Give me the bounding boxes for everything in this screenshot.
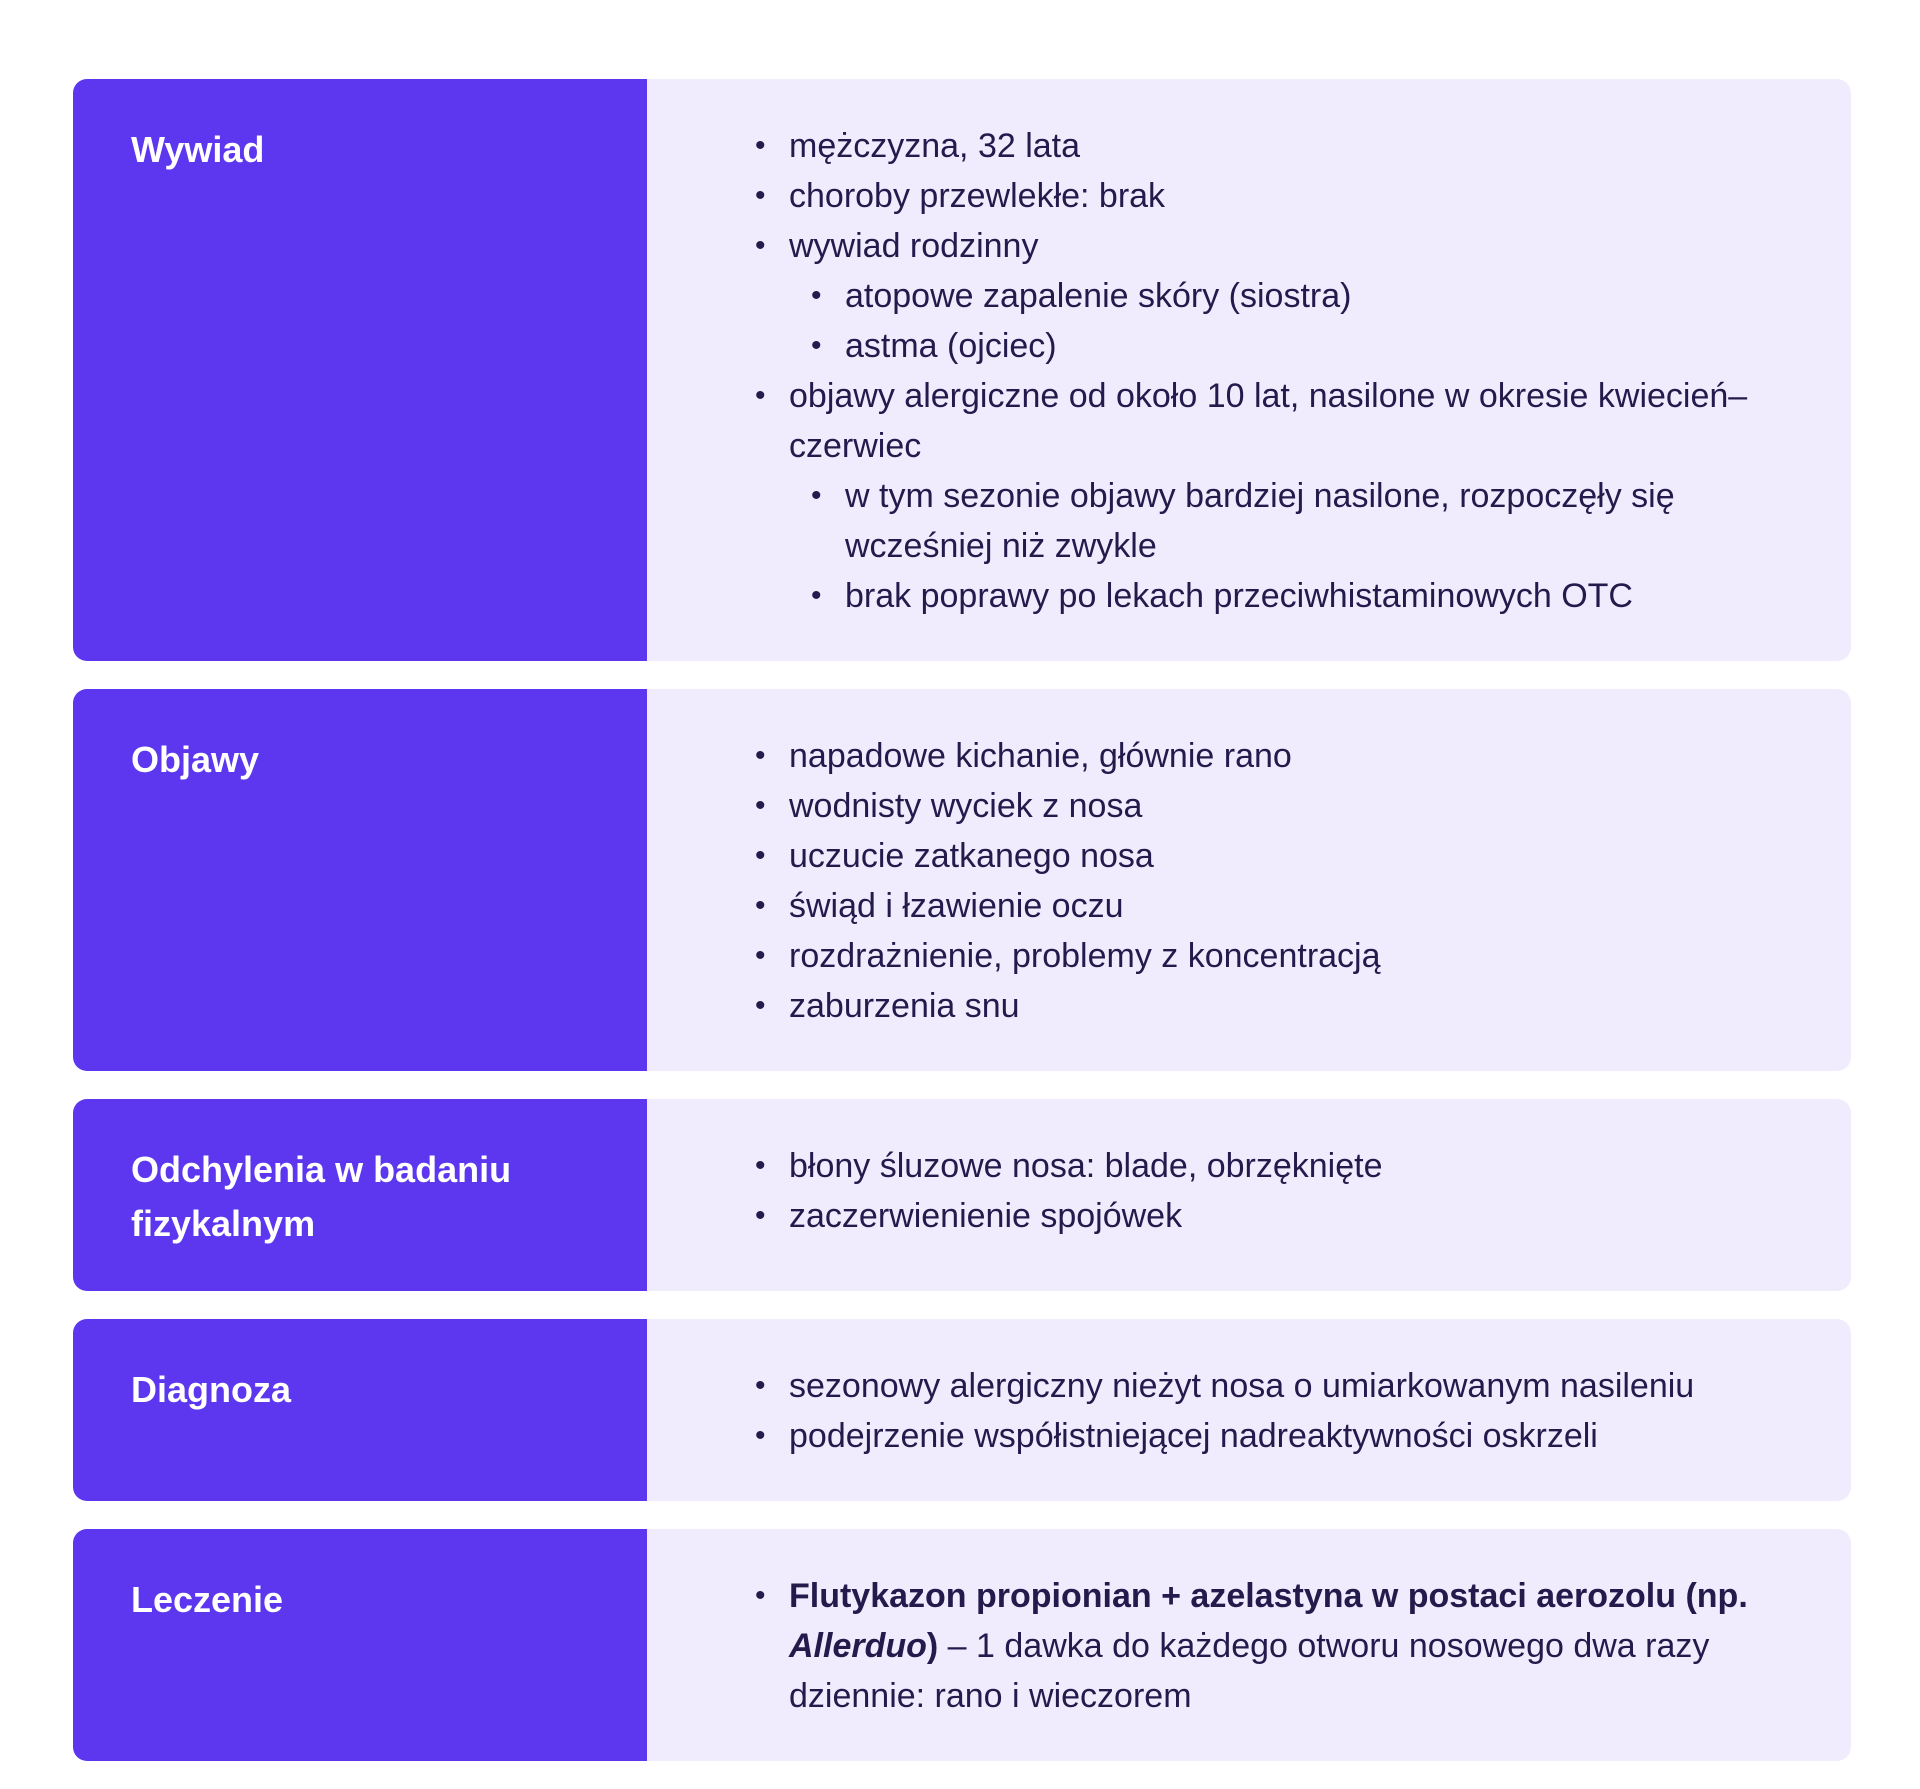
list-item xyxy=(755,1571,1791,1721)
list-item-text: wywiad rodzinny xyxy=(789,227,1039,265)
list-item: • podejrzenie współistniejącej nadreaktywności oskrzeli xyxy=(755,1411,1791,1461)
list-item: • napadowe kichanie, głównie rano xyxy=(755,731,1791,781)
list-item: • rozdrażnienie, problemy z koncentracją xyxy=(755,931,1791,981)
section-content xyxy=(647,79,1851,661)
list-item: • uczucie zatkanego nosa xyxy=(755,831,1791,881)
section-label: Objawy xyxy=(73,689,647,1071)
drug-name-close: ) xyxy=(926,1627,939,1665)
section-diagnoza xyxy=(73,1319,1851,1501)
list-item: • choroby przewlekłe: brak xyxy=(755,171,1791,221)
sub-list-item: • astma (ojciec) xyxy=(811,321,1791,371)
sub-list-item: • atopowe zapalenie skóry (siostra) xyxy=(811,271,1791,321)
sub-list-item: • brak poprawy po lekach przeciwhistaminowych OTC xyxy=(811,571,1791,621)
section-label: Odchylenia w badaniu fizykalnym xyxy=(73,1099,647,1291)
section-wywiad xyxy=(73,79,1851,661)
case-summary-table xyxy=(73,79,1851,1789)
section-odchylenia xyxy=(73,1099,1851,1291)
dosage-text: – 1 dawka do każdego otworu nosowego dwa razy dziennie: rano i wieczorem xyxy=(789,1627,1710,1715)
list-item: • błony śluzowe nosa: blade, obrzęknięte xyxy=(755,1141,1791,1191)
drug-name: Flutykazon propionian + azelastyna w postaci aerozolu (np. xyxy=(789,1577,1748,1615)
section-label: Leczenie xyxy=(73,1529,647,1761)
list-item: • zaczerwienienie spojówek xyxy=(755,1191,1791,1241)
list-item: • zaburzenia snu xyxy=(755,981,1791,1031)
list-item: • świąd i łzawienie oczu xyxy=(755,881,1791,931)
section-label: Wywiad xyxy=(73,79,647,661)
list-item-text: objawy alergiczne od około 10 lat, nasilone w okresie kwiecień–czerwiec xyxy=(789,377,1748,465)
list-item xyxy=(755,221,1791,371)
section-objawy xyxy=(73,689,1851,1071)
section-leczenie xyxy=(73,1529,1851,1761)
section-content xyxy=(647,1099,1851,1291)
section-label: Diagnoza xyxy=(73,1319,647,1501)
list-item: • mężczyzna, 32 lata xyxy=(755,121,1791,171)
brand-name: Allerduo xyxy=(789,1627,927,1665)
list-item xyxy=(755,371,1791,621)
section-content xyxy=(647,1529,1851,1761)
list-item: • sezonowy alergiczny nieżyt nosa o umiarkowanym nasileniu xyxy=(755,1361,1791,1411)
list-item: • wodnisty wyciek z nosa xyxy=(755,781,1791,831)
sub-list-item: • w tym sezonie objawy bardziej nasilone, rozpoczęły się wcześniej niż zwykle xyxy=(811,471,1791,571)
section-content xyxy=(647,1319,1851,1501)
section-content xyxy=(647,689,1851,1071)
